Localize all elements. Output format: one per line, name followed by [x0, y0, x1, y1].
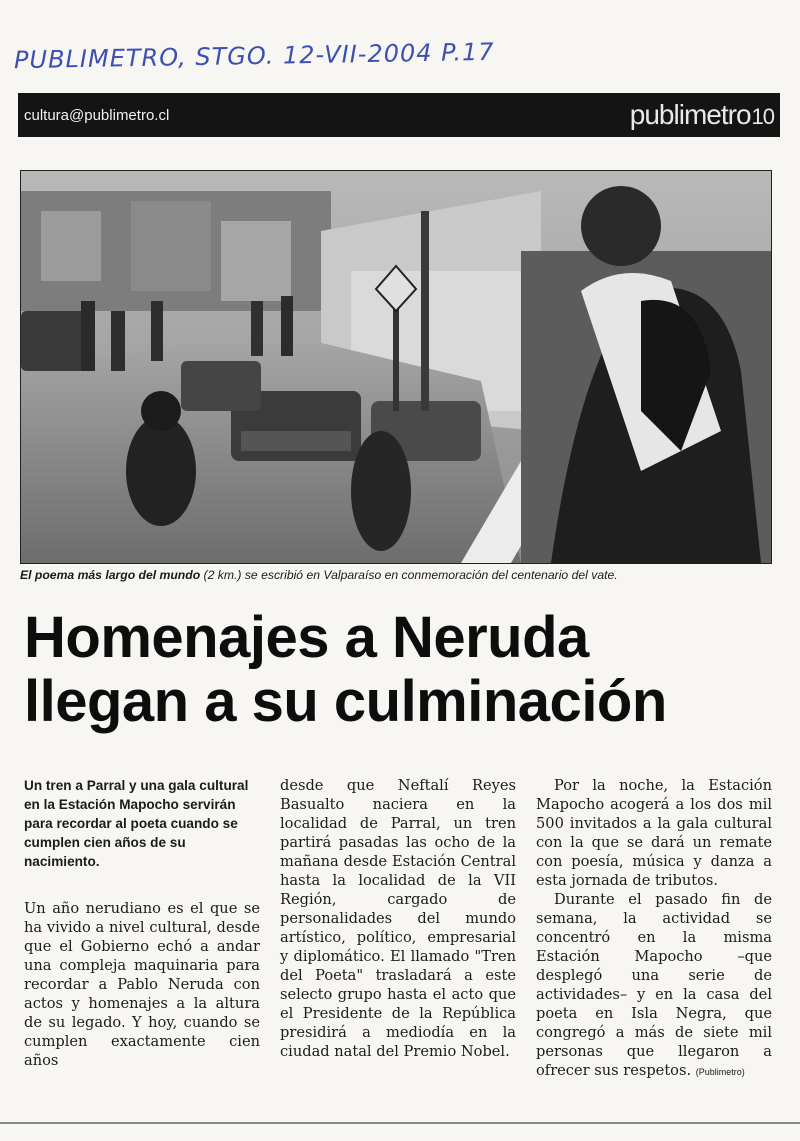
page-number: 10 [751, 104, 774, 129]
article-headline [24, 606, 784, 734]
news-photo [20, 170, 772, 564]
brand-name: publimetro [629, 99, 751, 130]
column-3-paragraph-2 [536, 890, 772, 1082]
article-column-2 [280, 776, 516, 1061]
headline-line-1: Homenajes a Neruda [24, 605, 589, 670]
section-email: cultura@publimetro.cl [24, 106, 170, 124]
photo-caption [20, 568, 780, 582]
caption-bold: El poema más largo del mundo [20, 568, 201, 582]
brand-logo [630, 99, 774, 131]
street-scene-photo [21, 171, 771, 563]
handwritten-clipping-note: PUBLIMETRO, STGO. 12-VII-2004 P.17 [13, 37, 495, 75]
article-column-1 [24, 776, 260, 1070]
caption-rest: (2 km.) se escribió en Valparaíso en conmemoración del centenario del vate. [200, 568, 618, 582]
column-3-paragraph-2-text: Durante el pasado fin de semana, la actividad se concentró en la misma Estación Mapocho –que desplegó una serie de actividades– y en la casa del poeta en Isla Negra, que congregó a más de siete mil personas que llegaron a ofrecer sus respetos. [536, 891, 772, 1079]
article-credit: (Publimetro) [695, 1067, 745, 1077]
article-lead: Un tren a Parral y una gala cultural en la Estación Mapocho servirán para recordar al poeta cuando se cumplen cien años de su nacimiento. [24, 778, 249, 869]
column-2-body: desde que Neftalí Reyes Basualto naciera en la localidad de Parral, un tren partirá pasadas las ocho de la mañana desde Estación Central hasta la localidad de la VII Región, cargado de personalidades del mundo artístico, político, empresarial y diplomático. El llamado "Tren del Poeta" trasladará a este selecto grupo hasta el acto que el Presidente de la República presidirá a mediodía en la ciudad natal del Premio Nobel. [280, 777, 516, 1060]
column-3-paragraph-1: Por la noche, la Estación Mapocho acogerá a los dos mil 500 invitados a la gala cultural con la que se dará un remate con poesía, música y danza a esta jornada de tributos. [536, 777, 772, 889]
column-1-body: Un año nerudiano es el que se ha vivido a nivel cultural, desde que el Gobierno echó a andar una compleja maquinaria para recordar a Pablo Neruda con actos y homenajes a la altura de su legado. Y hoy, cuando se cumplen exactamente cien años [24, 900, 260, 1069]
section-header-bar [18, 93, 780, 137]
article-column-3 [536, 776, 772, 1082]
headline-line-2: llegan a su culminación [24, 669, 667, 734]
bottom-rule [0, 1122, 800, 1124]
